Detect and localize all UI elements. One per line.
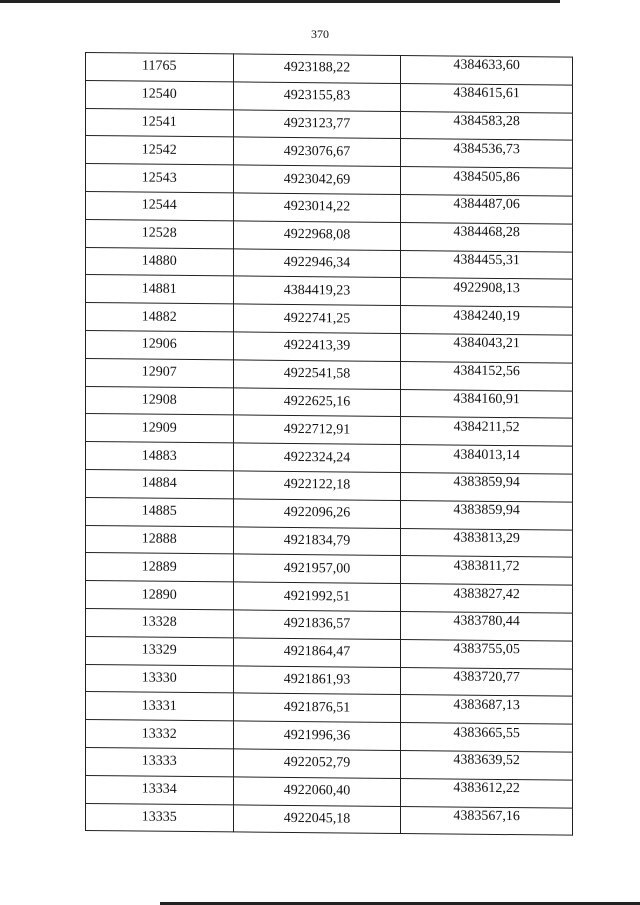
y-coordinate-text: 4383720,77 (453, 669, 520, 686)
x-coordinate-text: 4921864,47 (283, 644, 351, 660)
x-coordinate-cell (233, 276, 401, 305)
point-number-cell (86, 636, 234, 665)
y-coordinate-text: 4383567,16 (453, 808, 520, 825)
x-coordinate-cell (233, 82, 401, 111)
x-coordinate-cell (233, 137, 401, 166)
x-coordinate-cell (233, 415, 401, 444)
y-coordinate-cell (401, 500, 573, 529)
point-number-text: 12906 (141, 336, 177, 353)
y-coordinate-cell (401, 778, 573, 807)
y-coordinate-text: 4383755,05 (453, 641, 520, 658)
y-coordinate-text: 4384536,73 (453, 141, 520, 157)
x-coordinate-cell (233, 693, 401, 722)
point-number-cell (86, 330, 234, 359)
x-coordinate-cell (233, 554, 401, 583)
coordinates-table (85, 52, 573, 836)
x-coordinate-text: 4922060,40 (283, 783, 351, 799)
y-coordinate-cell (401, 695, 573, 724)
top-border-line (0, 0, 560, 3)
y-coordinate-text: 4383639,52 (453, 752, 520, 769)
point-number-cell (86, 664, 234, 693)
point-number-cell (86, 720, 234, 749)
y-coordinate-cell (401, 111, 573, 140)
point-number-cell (86, 191, 234, 220)
point-number-cell (86, 525, 234, 554)
point-number-cell (86, 358, 234, 387)
y-coordinate-text: 4384455,31 (453, 252, 520, 269)
y-coordinate-cell (401, 556, 573, 585)
x-coordinate-text: 4923014,22 (283, 199, 351, 215)
x-coordinate-cell (233, 443, 401, 472)
point-number-text: 13334 (141, 781, 177, 797)
point-number-text: 12888 (141, 531, 177, 547)
point-number-cell (86, 108, 234, 137)
point-number-text: 12542 (141, 142, 177, 158)
y-coordinate-text: 4383827,42 (453, 586, 520, 602)
point-number-text: 12543 (141, 170, 177, 186)
x-coordinate-cell (233, 777, 401, 806)
point-number-cell (86, 775, 234, 804)
x-coordinate-text: 4922413,39 (283, 338, 351, 354)
x-coordinate-cell (233, 221, 401, 250)
point-number-text: 13332 (141, 726, 177, 742)
point-number-text: 12528 (141, 225, 177, 242)
point-number-text: 12909 (141, 420, 177, 436)
y-coordinate-text: 4383811,72 (453, 558, 520, 574)
point-number-cell (86, 164, 234, 193)
x-coordinate-cell (233, 471, 401, 500)
x-coordinate-cell (233, 387, 401, 416)
x-coordinate-cell (233, 193, 401, 222)
y-coordinate-cell (401, 139, 573, 168)
x-coordinate-cell (233, 582, 401, 611)
point-number-cell (86, 303, 234, 332)
y-coordinate-text: 4383813,29 (453, 530, 520, 547)
x-coordinate-cell (233, 248, 401, 277)
point-number-text: 12541 (141, 114, 177, 130)
y-coordinate-text: 4384583,28 (453, 113, 520, 130)
x-coordinate-text: 4921876,51 (283, 699, 351, 716)
x-coordinate-text: 4921836,57 (283, 616, 351, 632)
x-coordinate-text: 4922741,25 (283, 310, 351, 327)
x-coordinate-text: 4923042,69 (283, 171, 351, 188)
point-number-text: 13330 (141, 670, 177, 686)
y-coordinate-cell (401, 83, 573, 112)
y-coordinate-text: 4384505,86 (453, 169, 520, 185)
point-number-cell (86, 414, 234, 443)
y-coordinate-cell (401, 445, 573, 474)
point-number-text: 14880 (141, 253, 177, 269)
point-number-cell (86, 53, 234, 82)
x-coordinate-cell (233, 165, 401, 194)
x-coordinate-cell (233, 332, 401, 361)
y-coordinate-text: 4383687,13 (453, 697, 520, 713)
coordinates-table-container (85, 52, 573, 836)
x-coordinate-cell (233, 54, 401, 83)
x-coordinate-cell (233, 804, 401, 833)
x-coordinate-cell (233, 665, 401, 694)
y-coordinate-cell (401, 472, 573, 501)
x-coordinate-text: 4923123,77 (283, 115, 351, 132)
point-number-cell (86, 247, 234, 276)
table-row (86, 803, 573, 835)
point-number-cell (86, 747, 234, 776)
point-number-text: 12544 (141, 197, 177, 214)
x-coordinate-cell (233, 638, 401, 667)
y-coordinate-text: 4383859,94 (453, 502, 520, 519)
point-number-cell (86, 80, 234, 109)
y-coordinate-cell (401, 389, 573, 418)
point-number-cell (86, 497, 234, 526)
x-coordinate-text: 4922712,91 (283, 421, 351, 438)
x-coordinate-text: 4921992,51 (283, 588, 351, 605)
y-coordinate-cell (401, 723, 573, 752)
point-number-text: 14881 (141, 281, 177, 297)
x-coordinate-text: 4922946,34 (283, 254, 351, 271)
y-coordinate-cell (401, 417, 573, 446)
y-coordinate-cell (401, 222, 573, 251)
x-coordinate-cell (233, 749, 401, 778)
x-coordinate-cell (233, 360, 401, 389)
y-coordinate-cell (401, 806, 573, 835)
y-coordinate-cell (401, 167, 573, 196)
y-coordinate-cell (401, 306, 573, 335)
x-coordinate-cell (233, 526, 401, 555)
point-number-cell (86, 442, 234, 471)
y-coordinate-text: 4384487,06 (453, 196, 520, 213)
y-coordinate-cell (401, 667, 573, 696)
y-coordinate-cell (401, 750, 573, 779)
x-coordinate-text: 4922968,08 (283, 227, 351, 243)
y-coordinate-cell (401, 56, 573, 85)
y-coordinate-text: 4384160,91 (453, 391, 520, 408)
y-coordinate-text: 4384615,61 (453, 85, 520, 102)
point-number-cell (86, 219, 234, 248)
x-coordinate-text: 4922122,18 (283, 477, 351, 493)
point-number-text: 13333 (141, 753, 177, 770)
point-number-text: 13335 (141, 809, 177, 825)
y-coordinate-text: 4384211,52 (453, 419, 520, 435)
point-number-cell (86, 469, 234, 498)
point-number-text: 12889 (141, 559, 177, 575)
point-number-cell (86, 803, 234, 832)
y-coordinate-text: 4383612,22 (453, 780, 520, 797)
x-coordinate-text: 4923188,22 (283, 60, 351, 76)
x-coordinate-cell (233, 610, 401, 639)
x-coordinate-text: 4922052,79 (283, 755, 351, 771)
x-coordinate-cell (233, 304, 401, 333)
x-coordinate-text: 4384419,23 (283, 282, 351, 299)
point-number-text: 12908 (141, 392, 177, 408)
y-coordinate-cell (401, 639, 573, 668)
y-coordinate-text: 4384013,14 (453, 447, 520, 463)
y-coordinate-cell (401, 334, 573, 363)
x-coordinate-text: 4921957,00 (283, 560, 351, 577)
y-coordinate-cell (401, 195, 573, 224)
point-number-cell (86, 386, 234, 415)
x-coordinate-text: 4921861,93 (283, 671, 351, 688)
point-number-text: 13328 (141, 614, 177, 631)
point-number-text: 13331 (141, 698, 177, 714)
point-number-text: 12907 (141, 364, 177, 381)
x-coordinate-text: 4921996,36 (283, 727, 351, 744)
y-coordinate-cell (401, 250, 573, 279)
point-number-cell (86, 608, 234, 637)
y-coordinate-text: 4383665,55 (453, 725, 520, 741)
y-coordinate-cell (401, 278, 573, 307)
x-coordinate-text: 4922324,24 (283, 449, 351, 466)
point-number-text: 14882 (141, 309, 177, 325)
x-coordinate-cell (233, 499, 401, 528)
y-coordinate-text: 4384633,60 (453, 57, 520, 74)
point-number-cell (86, 136, 234, 165)
y-coordinate-cell (401, 528, 573, 557)
point-number-text: 14885 (141, 503, 177, 520)
point-number-text: 14883 (141, 448, 177, 464)
y-coordinate-text: 4384152,56 (453, 363, 520, 380)
point-number-text: 11765 (142, 58, 177, 75)
point-number-text: 12540 (141, 86, 177, 103)
x-coordinate-text: 4923155,83 (283, 88, 351, 104)
y-coordinate-cell (401, 361, 573, 390)
x-coordinate-cell (233, 110, 401, 139)
x-coordinate-text: 4921834,79 (283, 532, 351, 549)
y-coordinate-text: 4383780,44 (453, 613, 520, 630)
x-coordinate-text: 4922096,26 (283, 505, 351, 521)
y-coordinate-text: 4922908,13 (453, 280, 520, 296)
point-number-cell (86, 275, 234, 304)
point-number-cell (86, 692, 234, 721)
point-number-cell (86, 581, 234, 610)
point-number-cell (86, 553, 234, 582)
x-coordinate-text: 4923076,67 (283, 143, 351, 160)
y-coordinate-text: 4384043,21 (453, 335, 520, 352)
point-number-text: 13329 (141, 642, 177, 659)
y-coordinate-text: 4384468,28 (453, 224, 520, 241)
x-coordinate-text: 4922625,16 (283, 393, 351, 410)
table-body (86, 53, 573, 836)
page-number: 370 (311, 27, 329, 41)
x-coordinate-text: 4922541,58 (283, 366, 351, 382)
y-coordinate-cell (401, 611, 573, 640)
x-coordinate-cell (233, 721, 401, 750)
x-coordinate-text: 4922045,18 (283, 810, 351, 827)
y-coordinate-text: 4384240,19 (453, 308, 520, 324)
y-coordinate-cell (401, 584, 573, 613)
y-coordinate-text: 4383859,94 (453, 474, 520, 491)
point-number-text: 14884 (141, 475, 177, 492)
point-number-text: 12890 (141, 587, 177, 603)
